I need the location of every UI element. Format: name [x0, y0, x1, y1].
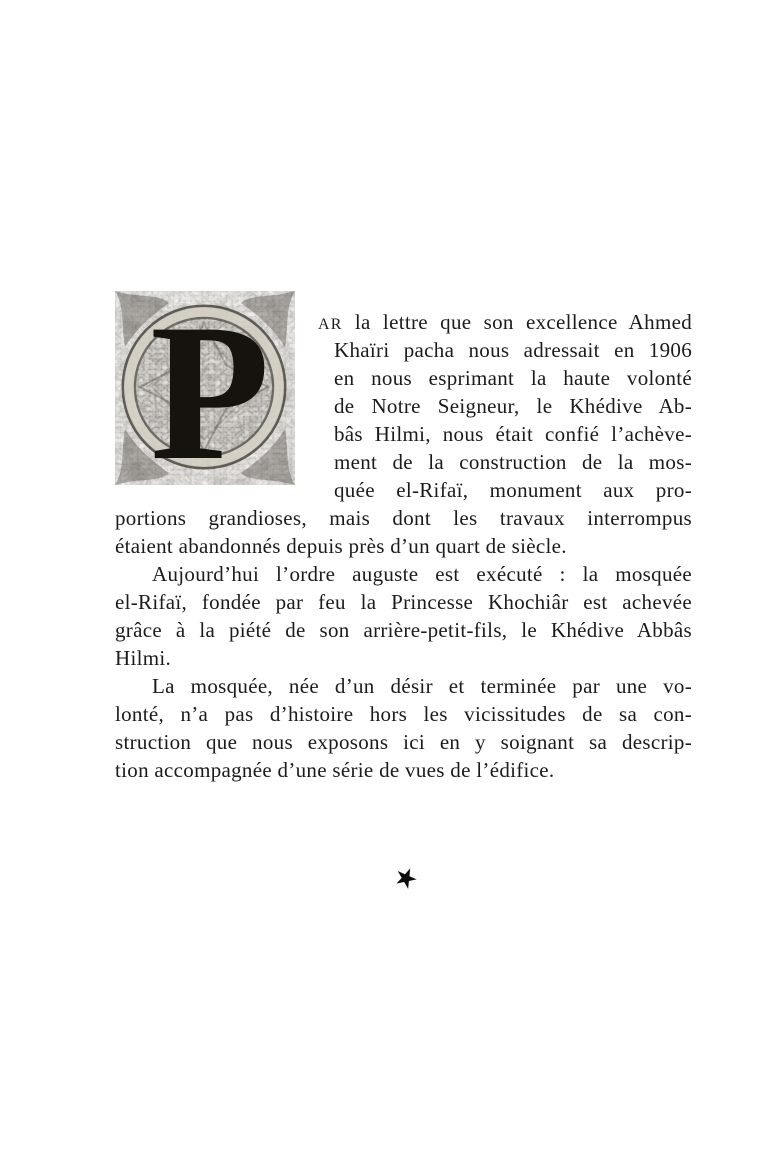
paragraph-3	[115, 672, 692, 784]
text-line: el-Rifaï, fondée par feu la Princesse Khochiâr est achevée	[115, 590, 692, 614]
text-line: tion accompagnée d’une série de vues de l’édifice.	[115, 758, 555, 782]
text-line	[318, 308, 692, 336]
text-line: en nous esprimant la haute volonté	[334, 366, 692, 390]
drop-cap-figure	[115, 291, 295, 485]
text-line: bâs Hilmi, nous était confié l’achève-	[334, 422, 692, 446]
text-line: de Notre Seigneur, le Khédive Ab-	[334, 394, 692, 418]
first-line-rest: la lettre que son excellence Ahmed	[342, 310, 692, 334]
text-block	[115, 291, 692, 784]
opening-paragraph	[115, 291, 692, 504]
text-line: Hilmi.	[115, 646, 172, 670]
drop-cap-letter: P	[150, 291, 270, 485]
text-line: lonté, n’a pas d’histoire hors les vicissitudes de sa con-	[115, 702, 692, 726]
star-ornament: ★	[388, 859, 424, 897]
text-line: grâce à la piété de son arrière-petit-fils, le Khédive Abbâs	[115, 618, 692, 642]
text-line: ment de la construction de la mos-	[334, 450, 692, 474]
text-line: Khaïri pacha nous adressait en 1906	[334, 338, 692, 362]
text-line: quée el-Rifaï, monument aux pro-	[334, 478, 692, 502]
text-line: La mosquée, née d’un désir et terminée par une vo-	[152, 674, 692, 698]
paragraph-2	[115, 560, 692, 672]
small-caps-lead: AR	[318, 316, 343, 333]
beside-lines	[318, 308, 692, 504]
text-line: portions grandioses, mais dont les travaux interrompus	[115, 506, 692, 530]
text-line: étaient abandonnés depuis près d’un quart de siècle.	[115, 534, 567, 558]
text-line: struction que nous exposons ici en y soignant sa descrip-	[115, 730, 692, 754]
text-line: Aujourd’hui l’ordre auguste est exécuté : la mosquée	[152, 562, 692, 586]
